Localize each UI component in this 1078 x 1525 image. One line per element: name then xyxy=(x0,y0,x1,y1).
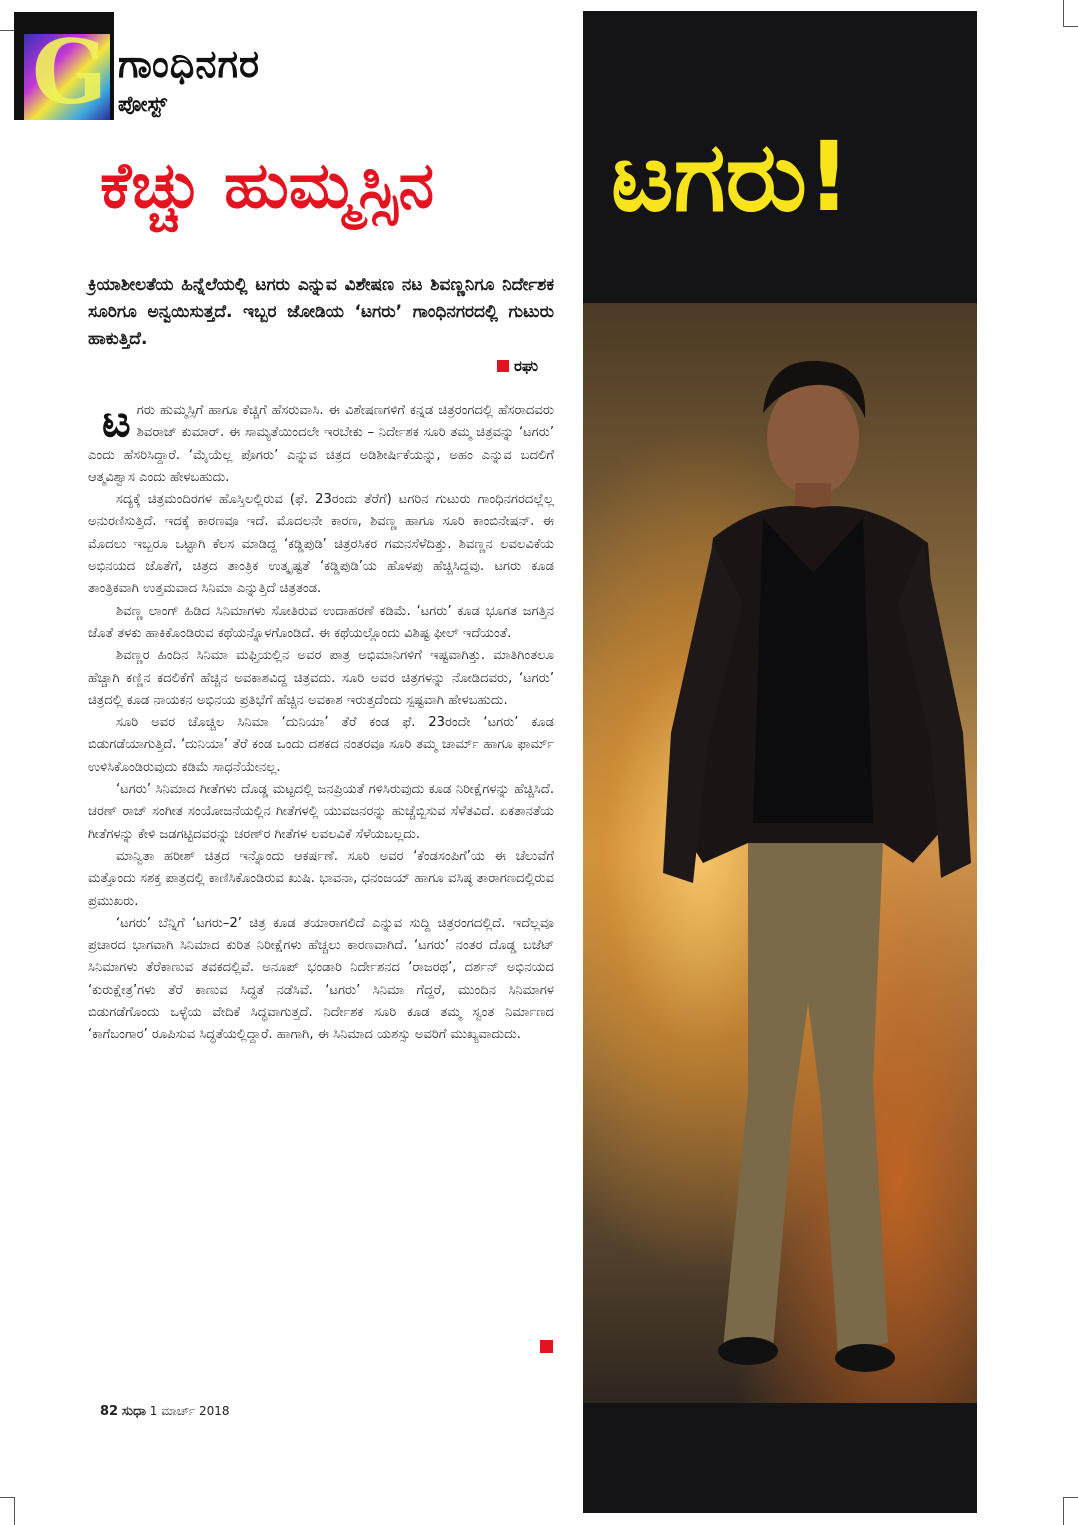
actor-figure-illustration xyxy=(583,303,977,1403)
paragraph-4: ಶಿವಣ್ಣರ ಹಿಂದಿನ ಸಿನಿಮಾ ಮಫ್ತಿಯಲ್ಲಿನ ಅವರ ಪಾತ್ರ ಅಭಿಮಾನಿಗಳಿಗೆ ಇಷ್ಟವಾಗಿತ್ತು. ಮಾತಿಗಿಂತಲೂ ಹೆಚ್ಚಾಗಿ ಕಣ್ಣಿನ ಕದಲಿಕೆಗೆ ಹೆಚ್ಚಿನ ಅವಕಾಶವಿದ್ದ ಚಿತ್ರವದು. ಸೂರಿ ಅವರ ಚಿತ್ರಗಳನ್ನು ನೋಡಿದವರು, ‘ಟಗರು’ ಚಿತ್ರದಲ್ಲಿ ಕೂಡ ನಾಯಕನ ಅಭಿನಯ ಪ್ರತಿಭೆಗೆ ಹೆಚ್ಚಿನ ಅವಕಾಶ ಇರುತ್ತದೆಂದು ಸ್ಪಷ್ಟವಾಗಿ ಹೇಳಬಹುದು. xyxy=(88,648,554,708)
section-title: ಗಾಂಧಿನಗರ xyxy=(118,42,261,86)
byline-marker xyxy=(497,360,509,372)
page-number: 82 xyxy=(100,1404,119,1419)
crop-mark-bottom-right-v xyxy=(1063,1497,1064,1525)
article-deck: ಕ್ರಿಯಾಶೀಲತೆಯ ಹಿನ್ನೆಲೆಯಲ್ಲಿ ಟಗರು ಎನ್ನುವ ವಿಶೇಷಣ ನಟ ಶಿವಣ್ಣನಿಗೂ ನಿರ್ದೇಶಕ ಸೂರಿಗೂ ಅನ್ವಯಿಸುತ್ತದೆ. ಇಬ್ಬರ ಜೋಡಿಯ ‘ಟಗರು’ ಗಾಂಧಿನಗರದಲ್ಲಿ ಗುಟುರು ಹಾಕುತ್ತಿದೆ. xyxy=(88,275,554,349)
section-logo xyxy=(14,12,114,124)
page-footer xyxy=(100,1404,230,1419)
end-of-article-marker xyxy=(540,1340,553,1353)
magazine-name: ಸುಧಾ xyxy=(121,1404,146,1419)
crop-mark-bottom-left-h xyxy=(0,1497,15,1498)
headline: ಕೆಚ್ಚು ಹುಮ್ಮಸ್ಸಿನ xyxy=(100,149,435,223)
crop-mark-bottom-left-v xyxy=(14,1497,15,1525)
paragraph-2: ಸದ್ಯಕ್ಕೆ ಚಿತ್ರಮಂದಿರಗಳ ಹೊಸ್ತಿಲಲ್ಲಿರುವ (ಫೆ. 23ರಂದು ತೆರೆಗೆ) ಟಗರಿನ ಗುಟುರು ಗಾಂಧಿನಗರದಲ್ಲೆಲ್ಲ ಅನುರಣಿಸುತ್ತಿದೆ. ಇದಕ್ಕೆ ಕಾರಣವೂ ಇದೆ. ಮೊದಲನೇ ಕಾರಣ, ಶಿವಣ್ಣ ಹಾಗೂ ಸೂರಿ ಕಾಂಬಿನೇಷನ್. ಈ ಮೊದಲು ಇಬ್ಬರೂ ಒಟ್ಟಾಗಿ ಕೆಲಸ ಮಾಡಿದ್ದ ‘ಕಡ್ಡಿಪುಡಿ’ ಚಿತ್ರರಸಿಕರ ಗಮನಸೆಳೆದಿತ್ತು. ಶಿವಣ್ಣನ ಲವಲವಿಕೆಯ ಅಭಿನಯದ ಜೊತೆಗೆ, ಚಿತ್ರದ ತಾಂತ್ರಿಕ ಉತ್ಕೃಷ್ಟತೆ ‘ಕಡ್ಡಿಪುಡಿ’ಯ ಹೊಳಪು ಹೆಚ್ಚಿಸಿದ್ದವು. ಟಗರು ಕೂಡ ತಾಂತ್ರಿಕವಾಗಿ ಉತ್ತಮವಾದ ಸಿನಿಮಾ ಎನ್ನುತ್ತಿದೆ ಚಿತ್ರತಂಡ. xyxy=(88,492,554,597)
issue-date: 1 ಮಾರ್ಚ್ 2018 xyxy=(149,1404,230,1418)
crop-mark-top-right-h xyxy=(1063,26,1078,27)
paragraph-3: ಶಿವಣ್ಣ ಲಾಂಗ್ ಹಿಡಿದ ಸಿನಿಮಾಗಳು ಸೋತಿರುವ ಉದಾಹರಣೆ ಕಡಿಮೆ. ‘ಟಗರು’ ಕೂಡ ಭೂಗತ ಜಗತ್ತಿನ ಜೊತೆ ತಳಕು ಹಾಕಿಕೊಂಡಿರುವ ಕಥೆಯನ್ನೊಳಗೊಂಡಿದೆ. ಈ ಕಥೆಯಲ್ಲೊಂದು ವಿಶಿಷ್ಟ ಫೀಲ್ ಇದೆಯಂತೆ. xyxy=(88,603,554,641)
headline-yellow: ಟಗರು! xyxy=(611,121,851,233)
actor-photo xyxy=(583,303,977,1403)
paragraph-7: ಮಾನ್ವಿತಾ ಹರೀಶ್ ಚಿತ್ರದ ಇನ್ನೊಂದು ಆಕರ್ಷಣೆ. ಸೂರಿ ಅವರ ‘ಕೆಂಡಸಂಪಿಗೆ’ಯ ಈ ಚೆಲುವೆಗೆ ಮತ್ತೊಂದು ಸಶಕ್ತ ಪಾತ್ರದಲ್ಲಿ ಕಾಣಿಸಿಕೊಂಡಿರುವ ಖುಷಿ. ಭಾವನಾ, ಧನಂಜಯ್ ಹಾಗೂ ವಸಿಷ್ಠ ತಾರಾಗಣದಲ್ಲಿರುವ ಪ್ರಮುಖರು. xyxy=(88,848,554,909)
crop-mark-top-right-v xyxy=(1063,0,1064,26)
drop-cap: ಟ xyxy=(102,400,131,447)
paragraph-1-text: ಗರು ಹುಮ್ಮಸ್ಸಿಗೆ ಹಾಗೂ ಕೆಚ್ಚಿಗೆ ಹೆಸರುವಾಸಿ. ಈ ವಿಶೇಷಣಗಳಿಗೆ ಕನ್ನಡ ಚಿತ್ರರಂಗದಲ್ಲಿ ಹೆಸರಾದವರು ಶಿವರಾಜ್ ಕುಮಾರ್. ಈ ಸಾಮ್ಯತೆಯಿಂದಲೇ ಇರಬೇಕು – ನಿರ್ದೇಶಕ ಸೂರಿ ತಮ್ಮ ಚಿತ್ರವನ್ನು ‘ಟಗರು’ ಎಂದು ಹೆಸರಿಸಿದ್ದಾರೆ. ‘ಮೈಯೆಲ್ಲ ಪೊಗರು’ ಎನ್ನುವ ಚಿತ್ರದ ಅಡಿಶೀರ್ಷಿಕೆಯನ್ನು, ಅಹಂ ಎನ್ನುವ ಬದಲಿಗೆ ಆತ್ಮವಿಶ್ವಾಸ ಎಂದು ಹೇಳಬಹುದು. xyxy=(88,403,554,485)
photo-panel xyxy=(583,11,977,1513)
section-logo-artwork: G xyxy=(24,34,110,120)
article-body xyxy=(88,400,554,1365)
paragraph-5: ಸೂರಿ ಅವರ ಚೊಚ್ಚಿಲ ಸಿನಿಮಾ ‘ದುನಿಯಾ’ ತೆರೆ ಕಂಡ ಫೆ. 23ರಂದೇ ‘ಟಗರು’ ಕೂಡ ಬಿಡುಗಡೆಯಾಗುತ್ತಿದೆ. ‘ದುನಿಯಾ’ ತೆರೆ ಕಂಡ ಒಂದು ದಶಕದ ನಂತರವೂ ಸೂರಿ ತಮ್ಮ ಚಾರ್ಮ್ ಹಾಗೂ ಫಾರ್ಮ್ ಉಳಿಸಿಕೊಂಡಿರುವುದು ಕಡಿಮೆ ಸಾಧನೆಯೇನಲ್ಲ. xyxy=(88,715,554,775)
paragraph-8: ‘ಟಗರು’ ಬೆನ್ನಿಗೆ ‘ಟಗರು–2’ ಚಿತ್ರ ಕೂಡ ತಯಾರಾಗಲಿದೆ ಎನ್ನುವ ಸುದ್ದಿ ಚಿತ್ರರಂಗದಲ್ಲಿದೆ. ಇದೆಲ್ಲವೂ ಪ್ರಚಾರದ ಭಾಗವಾಗಿ ಸಿನಿಮಾದ ಕುರಿತ ನಿರೀಕ್ಷೆಗಳು ಹೆಚ್ಚಲು ಕಾರಣವಾಗಿದೆ. ‘ಟಗರು’ ನಂತರ ದೊಡ್ಡ ಬಜೆಟ್ ಸಿನಿಮಾಗಳು ತೆರೆಕಾಣುವ ತವಕದಲ್ಲಿವೆ. ಅನೂಪ್ ಭಂಡಾರಿ ನಿರ್ದೇಶನದ ‘ರಾಜರಥ’, ದರ್ಶನ್ ಅಭಿನಯದ ‘ಕುರುಕ್ಷೇತ್ರ’ಗಳು ತೆರೆ ಕಾಣುವ ಸಿದ್ಧತೆ ನಡೆಸಿವೆ. ‘ಟಗರು’ ಸಿನಿಮಾ ಗೆದ್ದರೆ, ಮುಂದಿನ ಸಿನಿಮಾಗಳ ಬಿಡುಗಡೆಗೊಂದು ಒಳ್ಳೆಯ ವೇದಿಕೆ ಸಿದ್ಧವಾಗುತ್ತದೆ. ನಿರ್ದೇಶಕ ಸೂರಿ ಕೂಡ ತಮ್ಮ ಸ್ವಂತ ನಿರ್ಮಾಣದ ‘ಕಾಗೆಬಂಗಾರ’ ರೂಪಿಸುವ ಸಿದ್ಧತೆಯಲ್ಲಿದ್ದಾರೆ. ಹಾಗಾಗಿ, ಈ ಸಿನಿಮಾದ ಯಶಸ್ಸು ಅವರಿಗೆ ಮುಖ್ಯವಾದುದು. xyxy=(88,915,554,1043)
paragraph-1 xyxy=(88,400,554,489)
byline-author: ರಘು xyxy=(514,357,538,375)
byline xyxy=(497,357,538,375)
crop-mark-bottom-right-h xyxy=(1063,1497,1078,1498)
paragraph-6: ‘ಟಗರು’ ಸಿನಿಮಾದ ಗೀತೆಗಳು ದೊಡ್ಡ ಮಟ್ಟದಲ್ಲಿ ಜನಪ್ರಿಯತೆ ಗಳಿಸಿರುವುದು ಕೂಡ ನಿರೀಕ್ಷೆಗಳನ್ನು ಹೆಚ್ಚಿಸಿದೆ. ಚರಣ್ ರಾಜ್ ಸಂಗೀತ ಸಂಯೋಜನೆಯಲ್ಲಿನ ಗೀತೆಗಳಲ್ಲಿ ಯುವಜನರನ್ನು ಹುಚ್ಚೆಬ್ಬಿಸುವ ಸೆಳೆತವಿದೆ. ಏಕತಾನತೆಯ ಗೀತೆಗಳನ್ನು ಕೇಳಿ ಜಡಗಟ್ಟಿದವರನ್ನು ಚರಣ್‌ರ ಗೀತೆಗಳ ಲವಲವಿಕೆ ಸೆಳೆಯಬಲ್ಲದು. xyxy=(88,782,554,842)
section-subtitle: ಪೋಸ್ಟ್ xyxy=(118,92,167,116)
crop-mark-top-left xyxy=(0,30,14,31)
